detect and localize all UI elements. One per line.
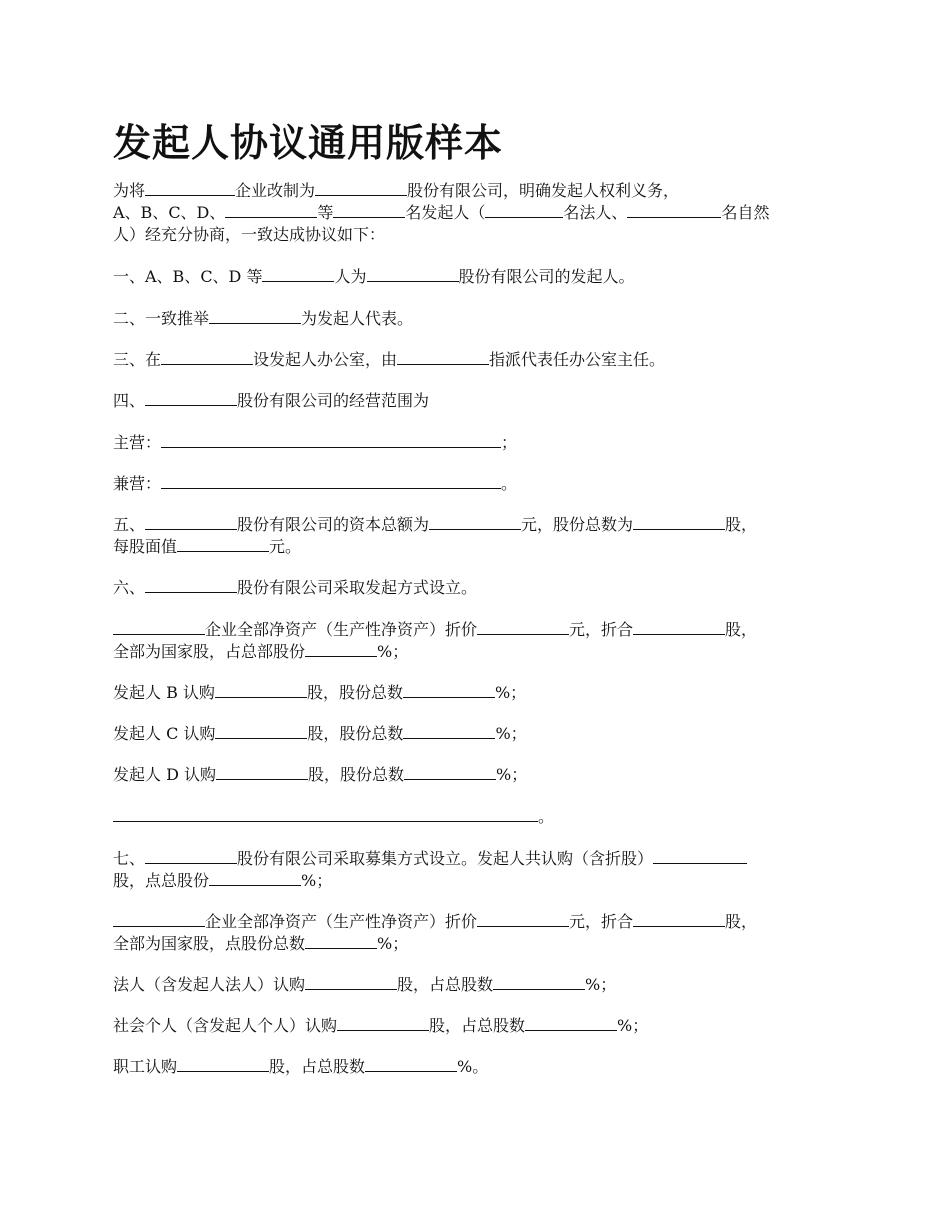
text: 人为 [334,267,367,286]
text: 职工认购 [113,1057,178,1076]
text: A、B、C、D、 [113,203,226,222]
blank [633,619,725,635]
blank [305,641,377,657]
blank [145,848,237,864]
blank [493,974,585,990]
article-6 [113,577,833,599]
text: 元，折合 [569,912,634,931]
text: 股， [725,912,758,931]
text: 股，股份总数 [306,683,403,702]
text: 全部为国家股，占总部股份 [113,642,306,661]
text: 每股面值 [113,537,178,556]
blank [113,911,205,927]
blank-count [333,202,405,218]
blank-long [161,432,501,448]
text: 为将 [113,181,146,200]
text: ； [501,433,518,452]
blank [397,349,489,365]
blank [177,1056,269,1072]
blank [113,619,205,635]
text: %； [496,765,528,784]
text: 股份有限公司的经营范围为 [237,391,430,410]
blank [367,266,459,282]
article-3 [113,349,833,371]
blank [525,1015,617,1031]
article-6-extra-line [113,806,833,828]
text: 元。 [269,537,302,556]
text: %。 [457,1057,489,1076]
text: 名法人、 [563,203,628,222]
text: 为发起人代表。 [301,309,414,328]
blank [209,308,301,324]
text: 主营： [113,433,162,452]
text: 名自然 [721,203,770,222]
blank [262,266,334,282]
text: 全部为国家股，点股份总数 [113,934,306,953]
blank [209,870,301,886]
blank [305,974,397,990]
blank-legal-count [485,202,563,218]
text: 股份有限公司的资本总额为 [237,515,430,534]
text: 。 [501,474,518,493]
text: 股份有限公司采取发起方式设立。 [237,578,478,597]
blank [215,682,307,698]
blank [145,514,237,530]
article-4 [113,390,833,412]
text: 四、 [113,391,146,410]
blank-long [113,806,538,822]
blank [633,514,725,530]
text: 企业全部净资产（生产性净资产）折价 [205,912,478,931]
text: 股，股份总数 [308,765,405,784]
text: 元，股份总数为 [521,515,634,534]
text: 股，占总股数 [269,1057,366,1076]
text: 股份有限公司采取募集方式设立。发起人共认购（含折股） [237,849,654,868]
article-6-state-shares [113,619,833,663]
text: 七、 [113,849,146,868]
text: 社会个人（含发起人个人）认购 [113,1016,338,1035]
text: 五、 [113,515,146,534]
blank-long [161,473,501,489]
blank [145,577,237,593]
text: 等 [317,203,334,222]
preamble [113,180,833,246]
blank [365,1056,457,1072]
blank [403,723,495,739]
text: 设发起人办公室，由 [253,350,398,369]
text: 发起人 D 认购 [113,765,217,784]
document-title: 发起人协议通用版样本 [113,121,504,165]
article-7-staff [113,1056,833,1078]
blank [404,764,496,780]
blank [145,390,237,406]
blank-parties [225,202,317,218]
text: %； [377,642,409,661]
text: 。 [538,807,555,826]
text: 人）经充分协商，一致达成协议如下： [113,225,386,244]
text: 发起人 B 认购 [113,683,215,702]
text: %； [585,975,617,994]
article-2 [113,308,833,330]
text: 股，股份总数 [307,724,404,743]
text: %； [494,683,527,702]
text: %； [617,1016,649,1035]
text: 股，占总股数 [397,975,494,994]
text: 指派代表任办公室主任。 [489,350,666,369]
text: 股份有限公司，明确发起人权利义务， [407,181,680,200]
text: 股，占总股数 [429,1016,526,1035]
side-business [113,473,833,495]
article-6-founder-c [113,723,833,745]
blank [403,682,495,698]
blank [215,723,307,739]
blank [477,911,569,927]
text: 股份有限公司的发起人。 [458,267,635,286]
text: %； [495,724,527,743]
article-1 [113,266,833,288]
text: %； [377,934,409,953]
text: 股， [725,620,758,639]
blank-natural-count [627,202,721,218]
article-7-state-shares [113,911,833,955]
text: 股， [725,515,758,534]
text: 元，折合 [569,620,634,639]
blank [161,349,253,365]
text: 发起人 C 认购 [113,724,216,743]
blank [337,1015,429,1031]
text: 一、A、B、C、D 等 [113,267,263,286]
article-5 [113,514,833,558]
text: %； [301,871,333,890]
text: 兼营： [113,474,162,493]
article-7 [113,848,833,892]
blank [429,514,521,530]
article-6-founder-d [113,764,833,786]
text: 二、一致推举 [113,309,210,328]
article-7-public [113,1015,833,1037]
article-7-legal-person [113,974,833,996]
blank [653,848,747,864]
main-business [113,432,833,454]
blank [216,764,308,780]
blank-company [315,180,407,196]
blank [633,911,725,927]
text: 法人（含发起人法人）认购 [113,975,306,994]
blank [477,619,569,635]
blank [305,933,377,949]
text: 企业全部净资产（生产性净资产）折价 [205,620,478,639]
blank-enterprise [145,180,235,196]
text: 股，点总股份 [113,871,210,890]
article-6-founder-b [113,682,833,704]
text: 企业改制为 [235,181,316,200]
blank [177,536,269,552]
text: 三、在 [113,350,162,369]
text: 名发起人（ [405,203,486,222]
text: 六、 [113,578,146,597]
